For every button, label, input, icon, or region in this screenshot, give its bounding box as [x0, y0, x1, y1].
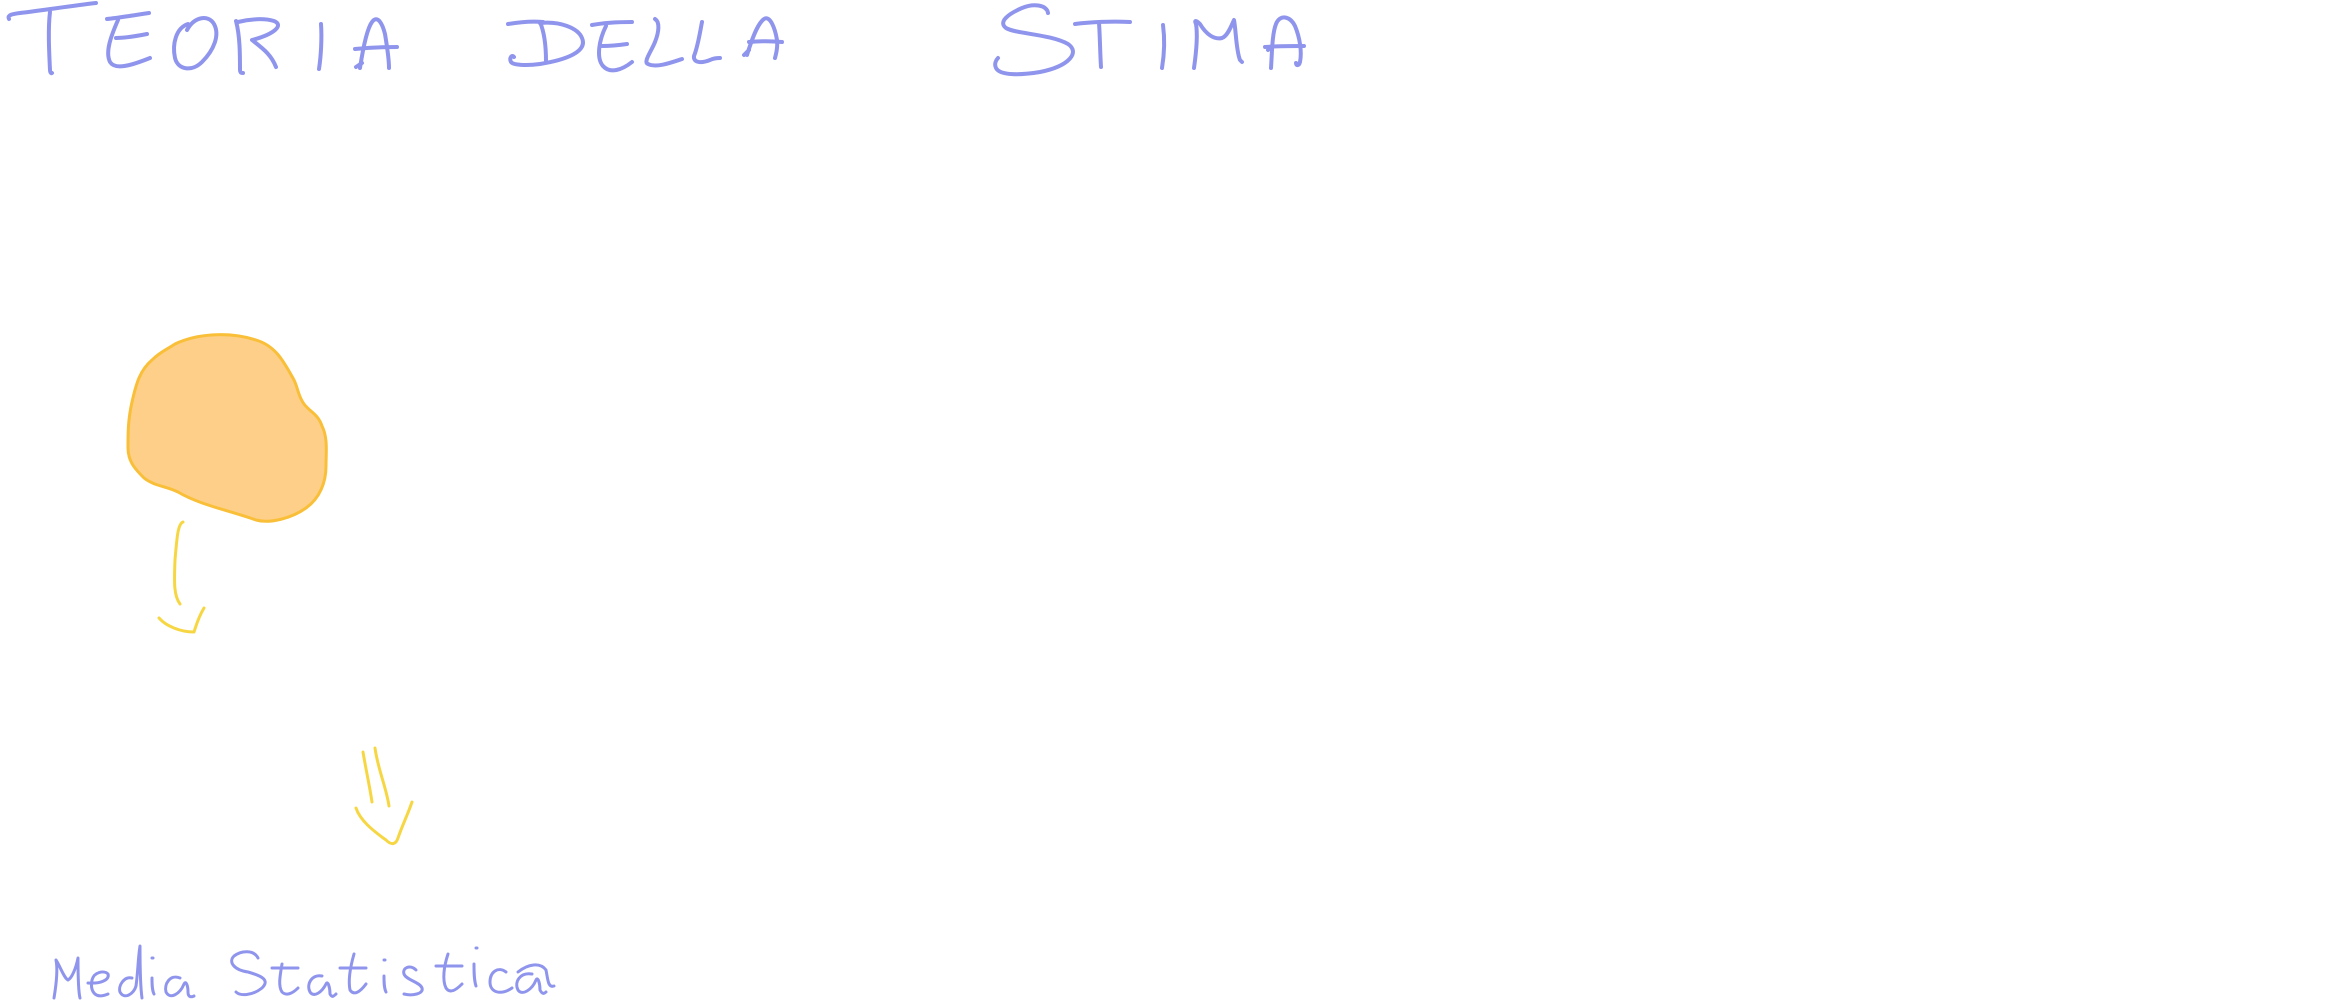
- caption-letter-t: [272, 964, 298, 994]
- caption-letter-t-3: [436, 954, 462, 991]
- title-letter-i-2: [1162, 25, 1164, 68]
- title-letter-a-2: [744, 18, 782, 58]
- title-letter-e-2: [592, 22, 632, 70]
- caption-letter-i-2: [384, 960, 386, 992]
- title-letter-d: [508, 22, 583, 65]
- down-arrow-1: [159, 522, 204, 632]
- title-letter-s: [995, 5, 1073, 74]
- title-letter-a: [355, 19, 397, 68]
- title-letter-m: [1194, 20, 1242, 68]
- caption-letter-e: [88, 972, 108, 996]
- caption-letter-s-2: [404, 967, 423, 995]
- title-letter-t: [9, 3, 96, 73]
- caption-letter-i-3: [474, 948, 477, 986]
- title-letter-r: [236, 19, 278, 73]
- title-letter-l: [646, 19, 682, 65]
- caption-letter-a-3: [517, 974, 546, 994]
- implication-arrow: [356, 748, 412, 844]
- caption-handwriting: [54, 946, 554, 998]
- title-letter-e: [107, 13, 150, 66]
- title-letter-o: [174, 18, 216, 68]
- title-letter-t-2: [1075, 22, 1130, 67]
- caption-letter-d: [120, 946, 142, 998]
- title-letter-i: [319, 24, 321, 69]
- caption-letter-a-2: [309, 976, 336, 997]
- caption-letter-i: [152, 958, 154, 994]
- caption-letter-t-2: [340, 954, 366, 993]
- title-handwriting: [9, 3, 1304, 74]
- title-letter-a-3: [1265, 17, 1304, 68]
- caption-label: [0, 0, 1, 1]
- orange-blob-shape: [128, 335, 326, 522]
- caption-letter-a: [166, 977, 194, 997]
- caption-letter-m: [54, 958, 80, 998]
- title-letter-l-2: [694, 22, 720, 62]
- caption-letter-s: [232, 952, 265, 995]
- caption-letter-c: [490, 970, 512, 993]
